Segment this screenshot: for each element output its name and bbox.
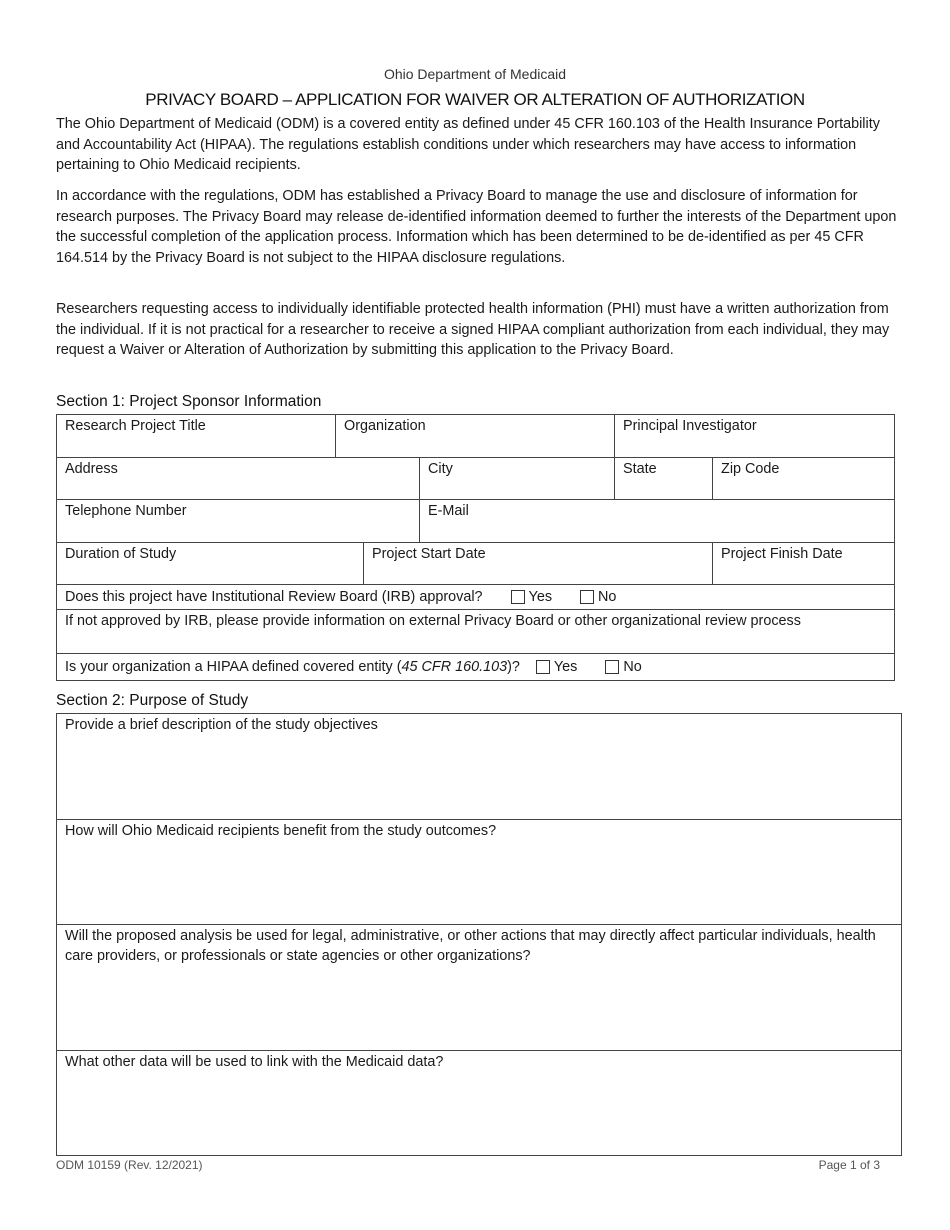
- address-field[interactable]: [57, 458, 420, 500]
- city-field[interactable]: [420, 458, 615, 500]
- irb-no-checkbox[interactable]: [580, 590, 594, 604]
- irb-yes-option[interactable]: [511, 587, 552, 607]
- form-id: ODM 10159 (Rev. 12/2021): [56, 1158, 203, 1172]
- hipaa-entity-row: [57, 654, 895, 681]
- hipaa-yes-checkbox[interactable]: [536, 660, 550, 674]
- project-finish-date-field[interactable]: [713, 543, 895, 585]
- hipaa-yes-label: Yes: [553, 659, 578, 675]
- hipaa-question-post: )?: [507, 659, 520, 675]
- external-review-field[interactable]: [57, 610, 895, 654]
- purpose-of-study-table: [56, 713, 902, 1156]
- irb-yes-label: Yes: [528, 589, 553, 605]
- irb-yes-checkbox[interactable]: [511, 590, 525, 604]
- intro-paragraph-1: The Ohio Department of Medicaid (ODM) is a covered entity as defined under 45 CFR 160.103 of the Health Insurance Portability and Accountability Act (HIPAA). The regulations establish conditions under which researchers may have access to information pertaining to Ohio Medicaid recipients.: [56, 116, 880, 174]
- irb-question: Does this project have Institutional Review Board (IRB) approval?: [65, 589, 483, 605]
- linked-data-label: What other data will be used to link with the Medicaid data?: [65, 1054, 444, 1070]
- research-project-title-label: Research Project Title: [65, 418, 206, 434]
- telephone-number-field[interactable]: [57, 500, 420, 543]
- address-label: Address: [65, 461, 118, 477]
- project-start-date-label: Project Start Date: [372, 546, 486, 562]
- irb-approval-row: [57, 585, 895, 610]
- analysis-use-label: Will the proposed analysis be used for legal, administrative, or other actions that may directly affect particular individuals, health care providers, or professionals or state agencies or other organizations?: [65, 928, 876, 964]
- telephone-number-label: Telephone Number: [65, 503, 187, 519]
- hipaa-question-cite: 45 CFR 160.103: [401, 659, 508, 675]
- duration-of-study-label: Duration of Study: [65, 546, 177, 562]
- page-number: Page 1 of 3: [818, 1158, 880, 1172]
- study-objectives-label: Provide a brief description of the study objectives: [65, 717, 378, 733]
- email-label: E-Mail: [428, 503, 469, 519]
- form-title: PRIVACY BOARD – APPLICATION FOR WAIVER OR ALTERATION OF AUTHORIZATION: [145, 90, 805, 109]
- research-project-title-field[interactable]: [57, 415, 336, 458]
- principal-investigator-label: Principal Investigator: [623, 418, 757, 434]
- analysis-use-field[interactable]: [57, 925, 902, 1051]
- email-field[interactable]: [420, 500, 895, 543]
- study-objectives-field[interactable]: [57, 714, 902, 820]
- intro-paragraph-2: In accordance with the regulations, ODM has established a Privacy Board to manage the use and disclosure of information for research purposes. The Privacy Board may release de-identified information deemed to further the interests of the Department upon the successful completion of the application process. Information which has been determined to be de-identified as per 45 CFR 164.514 by the Privacy Board is not subject to the HIPAA disclosure regulations.: [56, 188, 897, 267]
- intro-paragraph-3: Researchers requesting access to individually identifiable protected health information (PHI) must have a written authorization from the individual. If it is not practical for a researcher to receive a signed HIPAA compliant authorization from each individual, they may request a Waiver or Alteration of Authorization by submitting this application to the Privacy Board.: [56, 301, 890, 359]
- section2-title: Section 2: Purpose of Study: [56, 692, 249, 709]
- project-finish-date-label: Project Finish Date: [721, 546, 843, 562]
- project-start-date-field[interactable]: [364, 543, 713, 585]
- hipaa-no-label: No: [623, 659, 642, 675]
- hipaa-question-pre: Is your organization a HIPAA defined covered entity (: [65, 659, 402, 675]
- state-label: State: [623, 461, 657, 477]
- linked-data-field[interactable]: [57, 1051, 902, 1156]
- organization-label: Organization: [344, 418, 426, 434]
- recipient-benefit-label: How will Ohio Medicaid recipients benefit from the study outcomes?: [65, 823, 497, 839]
- hipaa-no-option[interactable]: [605, 657, 641, 677]
- project-sponsor-table: [56, 414, 895, 681]
- state-field[interactable]: [615, 458, 713, 500]
- external-review-label: If not approved by IRB, please provide information on external Privacy Board or other organizational review process: [65, 613, 801, 629]
- principal-investigator-field[interactable]: [615, 415, 895, 458]
- organization-field[interactable]: [336, 415, 615, 458]
- hipaa-no-checkbox[interactable]: [605, 660, 619, 674]
- section1-title: Section 1: Project Sponsor Information: [56, 393, 322, 410]
- recipient-benefit-field[interactable]: [57, 820, 902, 925]
- zip-code-label: Zip Code: [721, 461, 780, 477]
- city-label: City: [428, 461, 453, 477]
- agency-name: Ohio Department of Medicaid: [383, 66, 567, 82]
- irb-no-option[interactable]: [580, 587, 616, 607]
- duration-of-study-field[interactable]: [57, 543, 364, 585]
- irb-no-label: No: [598, 589, 617, 605]
- zip-code-field[interactable]: [713, 458, 895, 500]
- hipaa-yes-option[interactable]: [536, 657, 577, 677]
- hipaa-question: [65, 657, 520, 677]
